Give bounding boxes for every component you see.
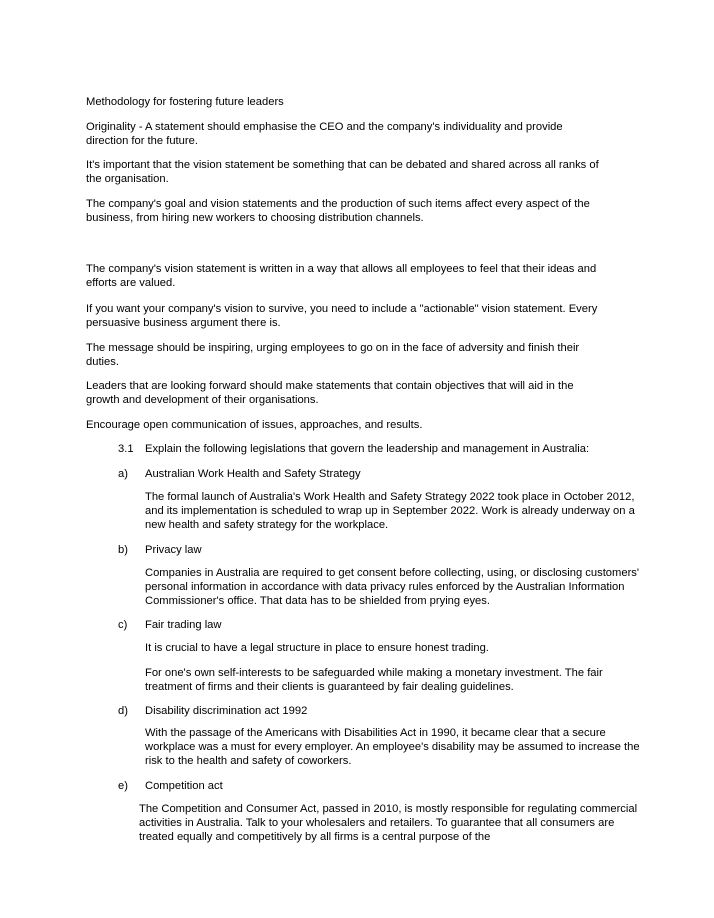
paragraph-inspiring: The message should be inspiring, urging employees to go on in the face of adversity and finish their duties. [86, 342, 580, 368]
question-number: 3.1 [118, 443, 134, 455]
item-title-whs-strategy: Australian Work Health and Safety Strategy [145, 468, 361, 480]
item-body-disability-act: With the passage of the Americans with Disabilities Act in 1990, it became clear that a secure workplace was a must for every employer. An employee's disability may be assumed to increase the risk to the health and safety of coworkers. [145, 727, 640, 767]
item-title-privacy-law: Privacy law [145, 544, 202, 556]
paragraph-vision-debated: It's important that the vision statement be something that can be debated and shared across all ranks of the organisation. [86, 159, 599, 185]
item-body-whs-strategy: The formal launch of Australia's Work Health and Safety Strategy 2022 took place in October 2012, and its implementation is scheduled to wrap up in September 2022. Work is already underway on a new health and safety strategy for the workplace. [145, 491, 635, 531]
item-title-fair-trading: Fair trading law [145, 619, 222, 631]
item-body-competition-act: The Competition and Consumer Act, passed in 2010, is mostly responsible for regulating commercial activities in Australia. Talk to your wholesalers and retailers. To guarantee that all consumers are treated equally and competitively by all firms is a central purpose of the [139, 803, 638, 843]
paragraph-leaders-forward: Leaders that are looking forward should make statements that contain objectives that will aid in the growth and development of their organisations. [86, 380, 574, 406]
paragraph-employees-valued: The company's vision statement is written in a way that allows all employees to feel that their ideas and efforts are valued. [86, 263, 597, 289]
item-body-fair-trading-1: It is crucial to have a legal structure in place to ensure honest trading. [145, 642, 489, 654]
item-marker-b: b) [118, 544, 128, 556]
document-heading: Methodology for fostering future leaders [86, 96, 284, 108]
item-marker-c: c) [118, 619, 128, 631]
item-marker-a: a) [118, 468, 128, 480]
item-body-privacy-law: Companies in Australia are required to get consent before collecting, using, or disclosing customers' personal information in accordance with data privacy rules enforced by the Australian Information Commissioner's office. That data has to be shielded from prying eyes. [145, 567, 640, 607]
item-title-disability-act: Disability discrimination act 1992 [145, 705, 308, 717]
paragraph-open-communication: Encourage open communication of issues, approaches, and results. [86, 419, 423, 431]
paragraph-actionable: If you want your company's vision to survive, you need to include a "actionable" vision statement. Every persuasive business argument there is. [86, 303, 598, 329]
paragraph-goal-vision: The company's goal and vision statements and the production of such items affect every aspect of the business, from hiring new workers to choosing distribution channels. [86, 198, 590, 224]
item-marker-e: e) [118, 780, 128, 792]
paragraph-originality: Originality - A statement should emphasise the CEO and the company's individuality and provide direction for the future. [86, 121, 563, 147]
item-marker-d: d) [118, 705, 128, 717]
question-text: Explain the following legislations that govern the leadership and management in Australia: [145, 443, 590, 455]
item-title-competition-act: Competition act [145, 780, 223, 792]
item-body-fair-trading-2: For one's own self-interests to be safeguarded while making a monetary investment. The fair treatment of firms and their clients is guaranteed by fair dealing guidelines. [145, 667, 603, 693]
